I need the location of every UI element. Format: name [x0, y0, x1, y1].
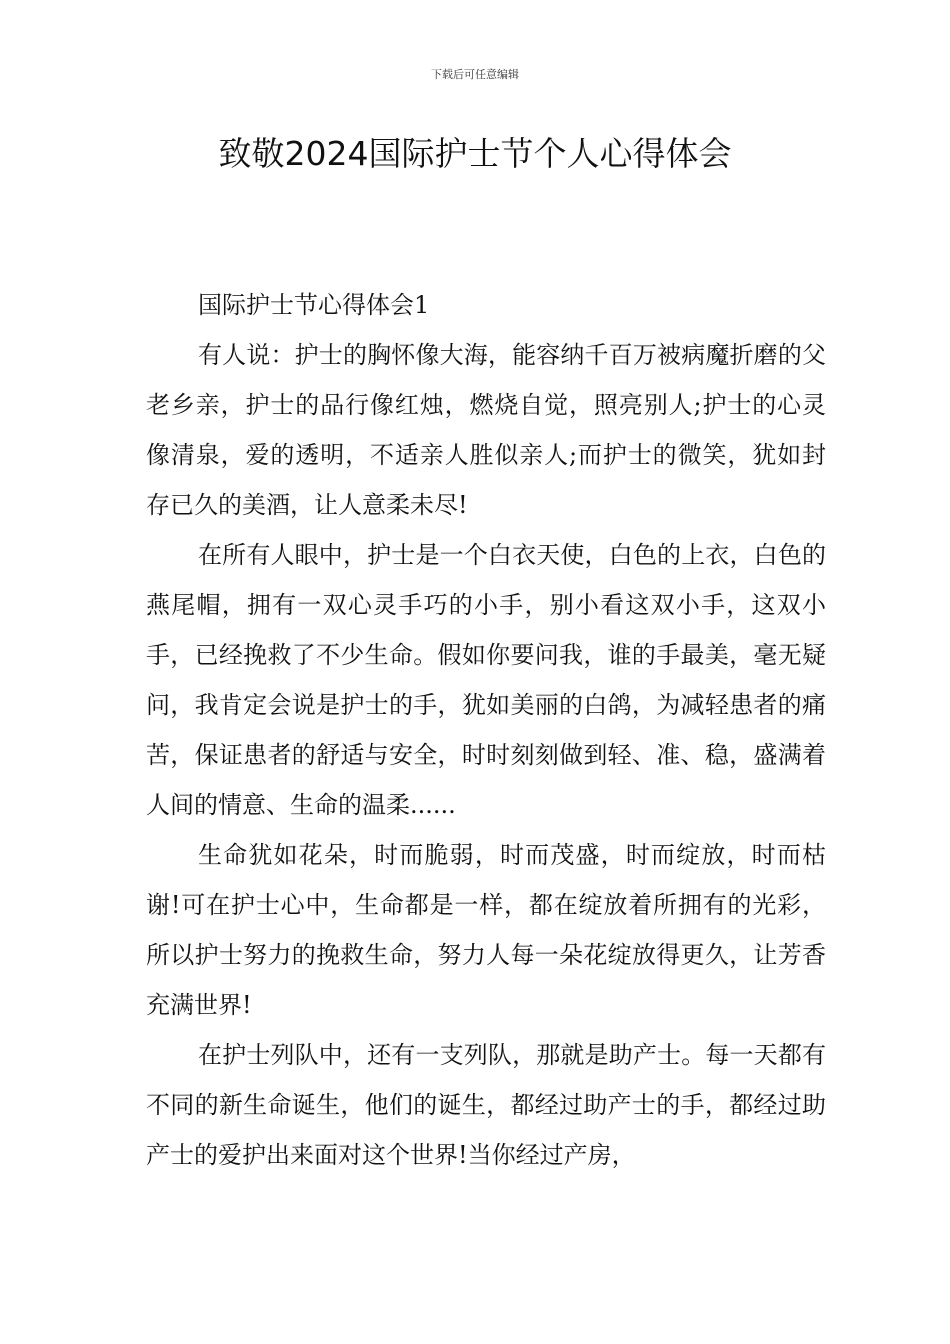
header-note: 下载后可任意编辑 — [431, 68, 519, 81]
paragraph-1: 有人说：护士的胸怀像大海，能容纳千百万被病魔折磨的父老乡亲，护士的品行像红烛，燃烧自觉，照亮别人;护士的心灵像清泉，爱的透明，不适亲人胜似亲人;而护士的微笑，犹如封存已久的美酒，让人意柔未尽! — [146, 341, 826, 519]
section-heading: 国际护士节心得体会1 — [198, 291, 430, 319]
document-title: 致敬2024国际护士节个人心得体会 — [218, 134, 732, 173]
paragraph-2: 在所有人眼中，护士是一个白衣天使，白色的上衣，白色的燕尾帽，拥有一双心灵手巧的小手，别小看这双小手，这双小手，已经挽救了不少生命。假如你要问我，谁的手最美，毫无疑问，我肯定会说是护士的手，犹如美丽的白鸽，为减轻患者的痛苦，保证患者的舒适与安全，时时刻刻做到轻、准、稳，盛满着人间的情意、生命的温柔...... — [146, 541, 826, 819]
paragraph-3: 生命犹如花朵，时而脆弱，时而茂盛，时而绽放，时而枯谢!可在护士心中，生命都是一样，都在绽放着所拥有的光彩，所以护士努力的挽救生命，努力人每一朵花绽放得更久，让芳香充满世界! — [146, 841, 826, 1019]
document-body — [146, 280, 826, 1180]
paragraph-4: 在护士列队中，还有一支列队，那就是助产士。每一天都有不同的新生命诞生，他们的诞生，都经过助产士的手，都经过助产士的爱护出来面对这个世界!当你经过产房， — [146, 1041, 826, 1169]
